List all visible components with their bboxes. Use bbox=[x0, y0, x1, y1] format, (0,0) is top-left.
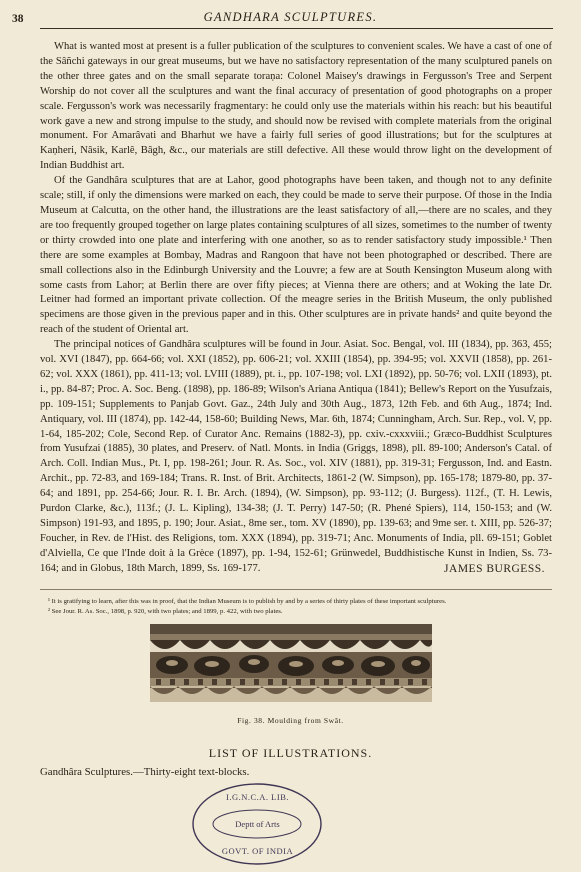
body-text bbox=[40, 40, 552, 577]
list-heading: LIST OF ILLUSTRATIONS. bbox=[208, 746, 373, 760]
running-title: GANDHARA SCULPTURES. bbox=[203, 10, 378, 24]
header-rule bbox=[40, 28, 553, 29]
list-entry: Gandhâra Sculptures.—Thirty-eight text-blocks. bbox=[40, 766, 250, 778]
footnote-2: ² See Jour. R. As. Soc., 1898, p. 920, with two plates; and 1899, p. 422, with two plates. bbox=[48, 608, 283, 615]
paragraph-notices: The principal notices of Gandhâra sculptures will be found in Jour. Asiat. Soc. Bengal, vol. III (1834), pp. 363, 455; vol. XVI (1847), pp. 664-66; vol. XXI (1852), pp. 606-21; vol. XXIII (1854), pp. 394-95; vol. XXVII (1858), pp. 261-62; vol. XXX (1861), pp. 411-13; vol. LVIII (1889), pt. i., pp. 107-198; vol. LXI (1892), pp. 50-76; vol. LXII (1893), pt. i., pp. 84-87; Proc. A. Soc. Beng. (1898), pp. 186-89; Wilson's Ariana Antiqua (1841); Bellew's Report on the Yusufzais, pp. 109-151; Supplements to Panjab Govt. Gaz., 24th July and 30th Aug., 1873, 12th Feb. and 6th Aug., 1874; Ind. Antiquary, vol. III (1874), pp. 142-44, 158-60; Building News, Mar. 6th, 1874; Cunningham, Arch. Sur. Rep., vol. V, pp. 1-64, 185-202; Cole, Second Rep. of Curator Anc. Remains (1882-3), pp. cxiv.-cxxxviii.; Græco-Buddhist Sculptures from Yusufzai (1885), 30 plates, and Preserv. of Natl. Monts. in India (Griggs, 1898), pll. 89-100; Anderson's Catal. of Arch. Coll. Indian Mus., Pt. I, pp. 198-261; Jour. R. As. Soc., vol. XIV (1881), pp. 319-31; Fergusson, Ind. and Eastn. Archit., pp. 72-83, and 169-184; Trans. R. Inst. of Brit. Architects, 1861-2 (W. Simpson), pp. 165-178; 1879-80, pp. 37-64; and 1891, pp. 254-66; Jour. R. I. Br. Arch. (1894), (W. Simpson), pp. 93-112; (J. Burgess). 112f., (T. H. Lewis, Purdon Clarke, &c.), 113f.; (J. L. Kipling), 134-38; (J. T. Perry) 147-50; (R. Phené Spiers), 114, 150-153; and (W. Simpson) 191-93, and 1895, p. 190; Jour. Asiat., 8me ser., tom. XV (1890), pp. 139-63; and 9me ser. t. XIII, pp. 526-37; Foucher, in Rev. de l'Hist. des Religions, tom. XXX (1894), pp. 319-71; Anc. Monuments of India, pll. 69-151; Goblet d'Alviella, Ce que l'Inde doit à la Grèce (1897), pp. 1-94, 152-61; Grünwedel, Buddhistische Kunst in Indien, Ss. 73-164; and in Globus, 18th March, 1899, Ss. 169-177. bbox=[40, 339, 552, 574]
page-number: 38 bbox=[12, 13, 24, 25]
library-stamp bbox=[190, 782, 325, 867]
author-signature: JAMES BURGESS. bbox=[444, 563, 545, 575]
paragraph-lahor: Of the Gandhâra sculptures that are at Lahor, good photographs have been taken, and though not to any definite scale; still, if only the dimensions were marked on each, they could be made to serve their purpose. Of those in the India Museum at Calcutta, on the other hand, the illustrations are the least satisfactory of all,—there are no scales, and they are too frequently grouped together on large plates containing sculptures of all sizes, sometimes to the number of twenty or thirty crowded into one plate and interfering with one another, so as to render satisfactory study impossible.¹ Then there are some examples at Bombay, Madras and Rangoon that have not been photographed or described. There are small collections also in the Edinburgh University and the Louvre; a few are at South Kensington Museum along with some casts from Lahor; at Berlin there are over fifty pieces; at Vienna there are others; and at Woking the late Dr. Leitner had formed an important private collection. Of the meagre series in the British Museum, the only published specimens are those given in the previous paper and in this. Other sculptures are in private hands² and quite beyond the reach of the student of Oriental art. bbox=[40, 175, 552, 336]
stamp-dept-text: Deptt of Arts bbox=[235, 819, 280, 829]
footnote-rule bbox=[40, 589, 552, 590]
footnote-1: ¹ It is gratifying to learn, after this was in proof, that the Indian Museum is to publish by and by a series of thirty plates of these important sculptures. bbox=[48, 598, 447, 605]
stamp-govt-text: GOVT. OF INDIA bbox=[221, 846, 294, 856]
figure-caption: Fig. 38. Moulding from Swât. bbox=[237, 716, 344, 725]
stamp-library-text: I.G.N.C.A. LIB. bbox=[226, 792, 289, 802]
moulding-figure bbox=[150, 624, 432, 702]
paragraph-publication: What is wanted most at present is a fuller publication of the sculptures to convenient scales. We have a cast of one of the Sâñchi gateways in our great museums, but we have no satisfactory representation of the many sculptured panels on the other three gates and on the small separate toraṇa: Colonel Maisey's drawings in Fergusson's Tree and Serpent Worship do not cover all the sculptures and want the final accuracy of presentation of good photographs on a proper scale. Fergusson's work was necessarily fragmentary: he could only use the materials within his reach: but his beautiful work gave a new and strong impulse to the study, and should now be revised with complete materials from the original monument. For Amarâvati and Bharhut we have a fairly full series of good illustrations; but for the sculptures at Kaṇheri, Nâsik, Karlê, Bâgh, &c., our materials are still defective. All these would throw light on the development of Indian Buddhist art. bbox=[40, 41, 552, 172]
